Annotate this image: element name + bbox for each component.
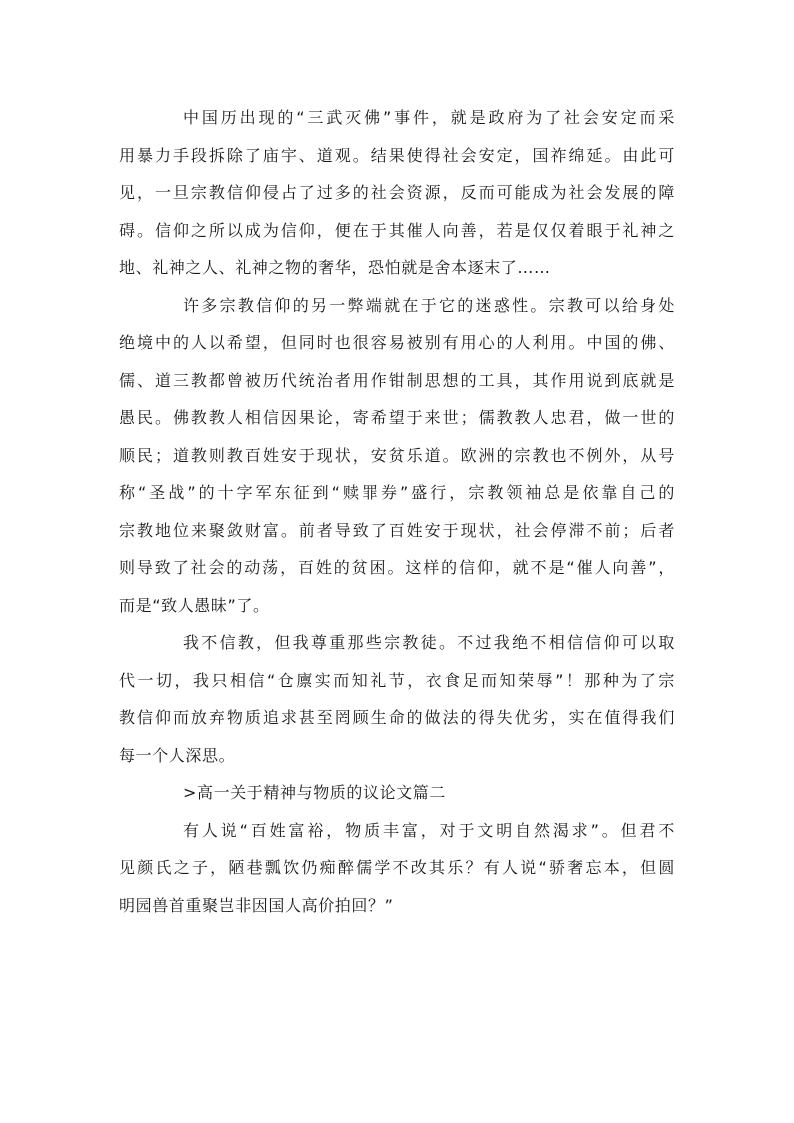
- text-line: 见颜氏之子，陋巷瓢饮仍痴醉儒学不改其乐？有人说“骄奢忘本，但圆: [119, 858, 675, 877]
- text-line: 称“圣战”的十字军东征到“赎罪券”盛行，宗教领袖总是依靠自己的: [119, 483, 675, 502]
- text-line: 代一切，我只相信“仓廪实而知礼节，衣食足而知荣辱”！那种为了宗: [119, 670, 675, 690]
- text-line: 明园兽首重聚岂非因国人高价拍回？”: [119, 895, 394, 915]
- text-line: 碍。信仰之所以成为信仰，便在于其催人向善，若是仅仅着眼于礼神之: [119, 220, 675, 240]
- text-line: 绝境中的人以希望，但同时也很容易被别有用心的人利用。中国的佛、: [119, 333, 675, 352]
- text-line: 见，一旦宗教信仰侵占了过多的社会资源，反而可能成为社会发展的障: [119, 183, 675, 202]
- text-line: 许多宗教信仰的另一弊端就在于它的迷惑性。宗教可以给身处: [183, 295, 675, 315]
- text-line: 宗教地位来聚敛财富。前者导致了百姓安于现状，社会停滞不前；后者: [119, 520, 675, 540]
- document-body: [119, 99, 675, 924]
- text-line: 儒、道三教都曾被历代统治者用作钳制思想的工具，其作用说到底就是: [119, 370, 675, 390]
- text-line: 地、礼神之人、礼神之物的奢华，恐怕就是舍本逐末了……: [119, 258, 551, 277]
- text-line: 每一个人深思。: [119, 745, 236, 765]
- text-line: 教信仰而放弃物质追求甚至罔顾生命的做法的得失优劣，实在值得我们: [119, 708, 675, 727]
- paragraph-1: [119, 99, 675, 287]
- text-line: 而是“致人愚昧”了。: [119, 595, 270, 615]
- paragraph-4: [119, 812, 675, 925]
- text-line: 有人说“百姓富裕，物质丰富，对于文明自然渴求”。但君不: [183, 820, 675, 840]
- section-heading: >高一关于精神与物质的议论文篇二: [183, 783, 447, 802]
- text-line: 愚民。佛教教人相信因果论，寄希望于来世；儒教教人忠君，做一世的: [119, 408, 675, 427]
- paragraph-2: [119, 287, 675, 625]
- text-line: 顺民；道教则教百姓安于现状，安贫乐道。欧洲的宗教也不例外，从号: [119, 445, 675, 465]
- paragraph-3: [119, 624, 675, 774]
- text-line: 中国历出现的“三武灭佛”事件，就是政府为了社会安定而采: [183, 108, 675, 127]
- text-line: 我不信教，但我尊重那些宗教徒。不过我绝不相信信仰可以取: [183, 633, 675, 652]
- text-line: 则导致了社会的动荡，百姓的贫困。这样的信仰，就不是“催人向善”，: [119, 558, 675, 577]
- text-line: 用暴力手段拆除了庙宇、道观。结果使得社会安定，国祚绵延。由此可: [119, 145, 675, 165]
